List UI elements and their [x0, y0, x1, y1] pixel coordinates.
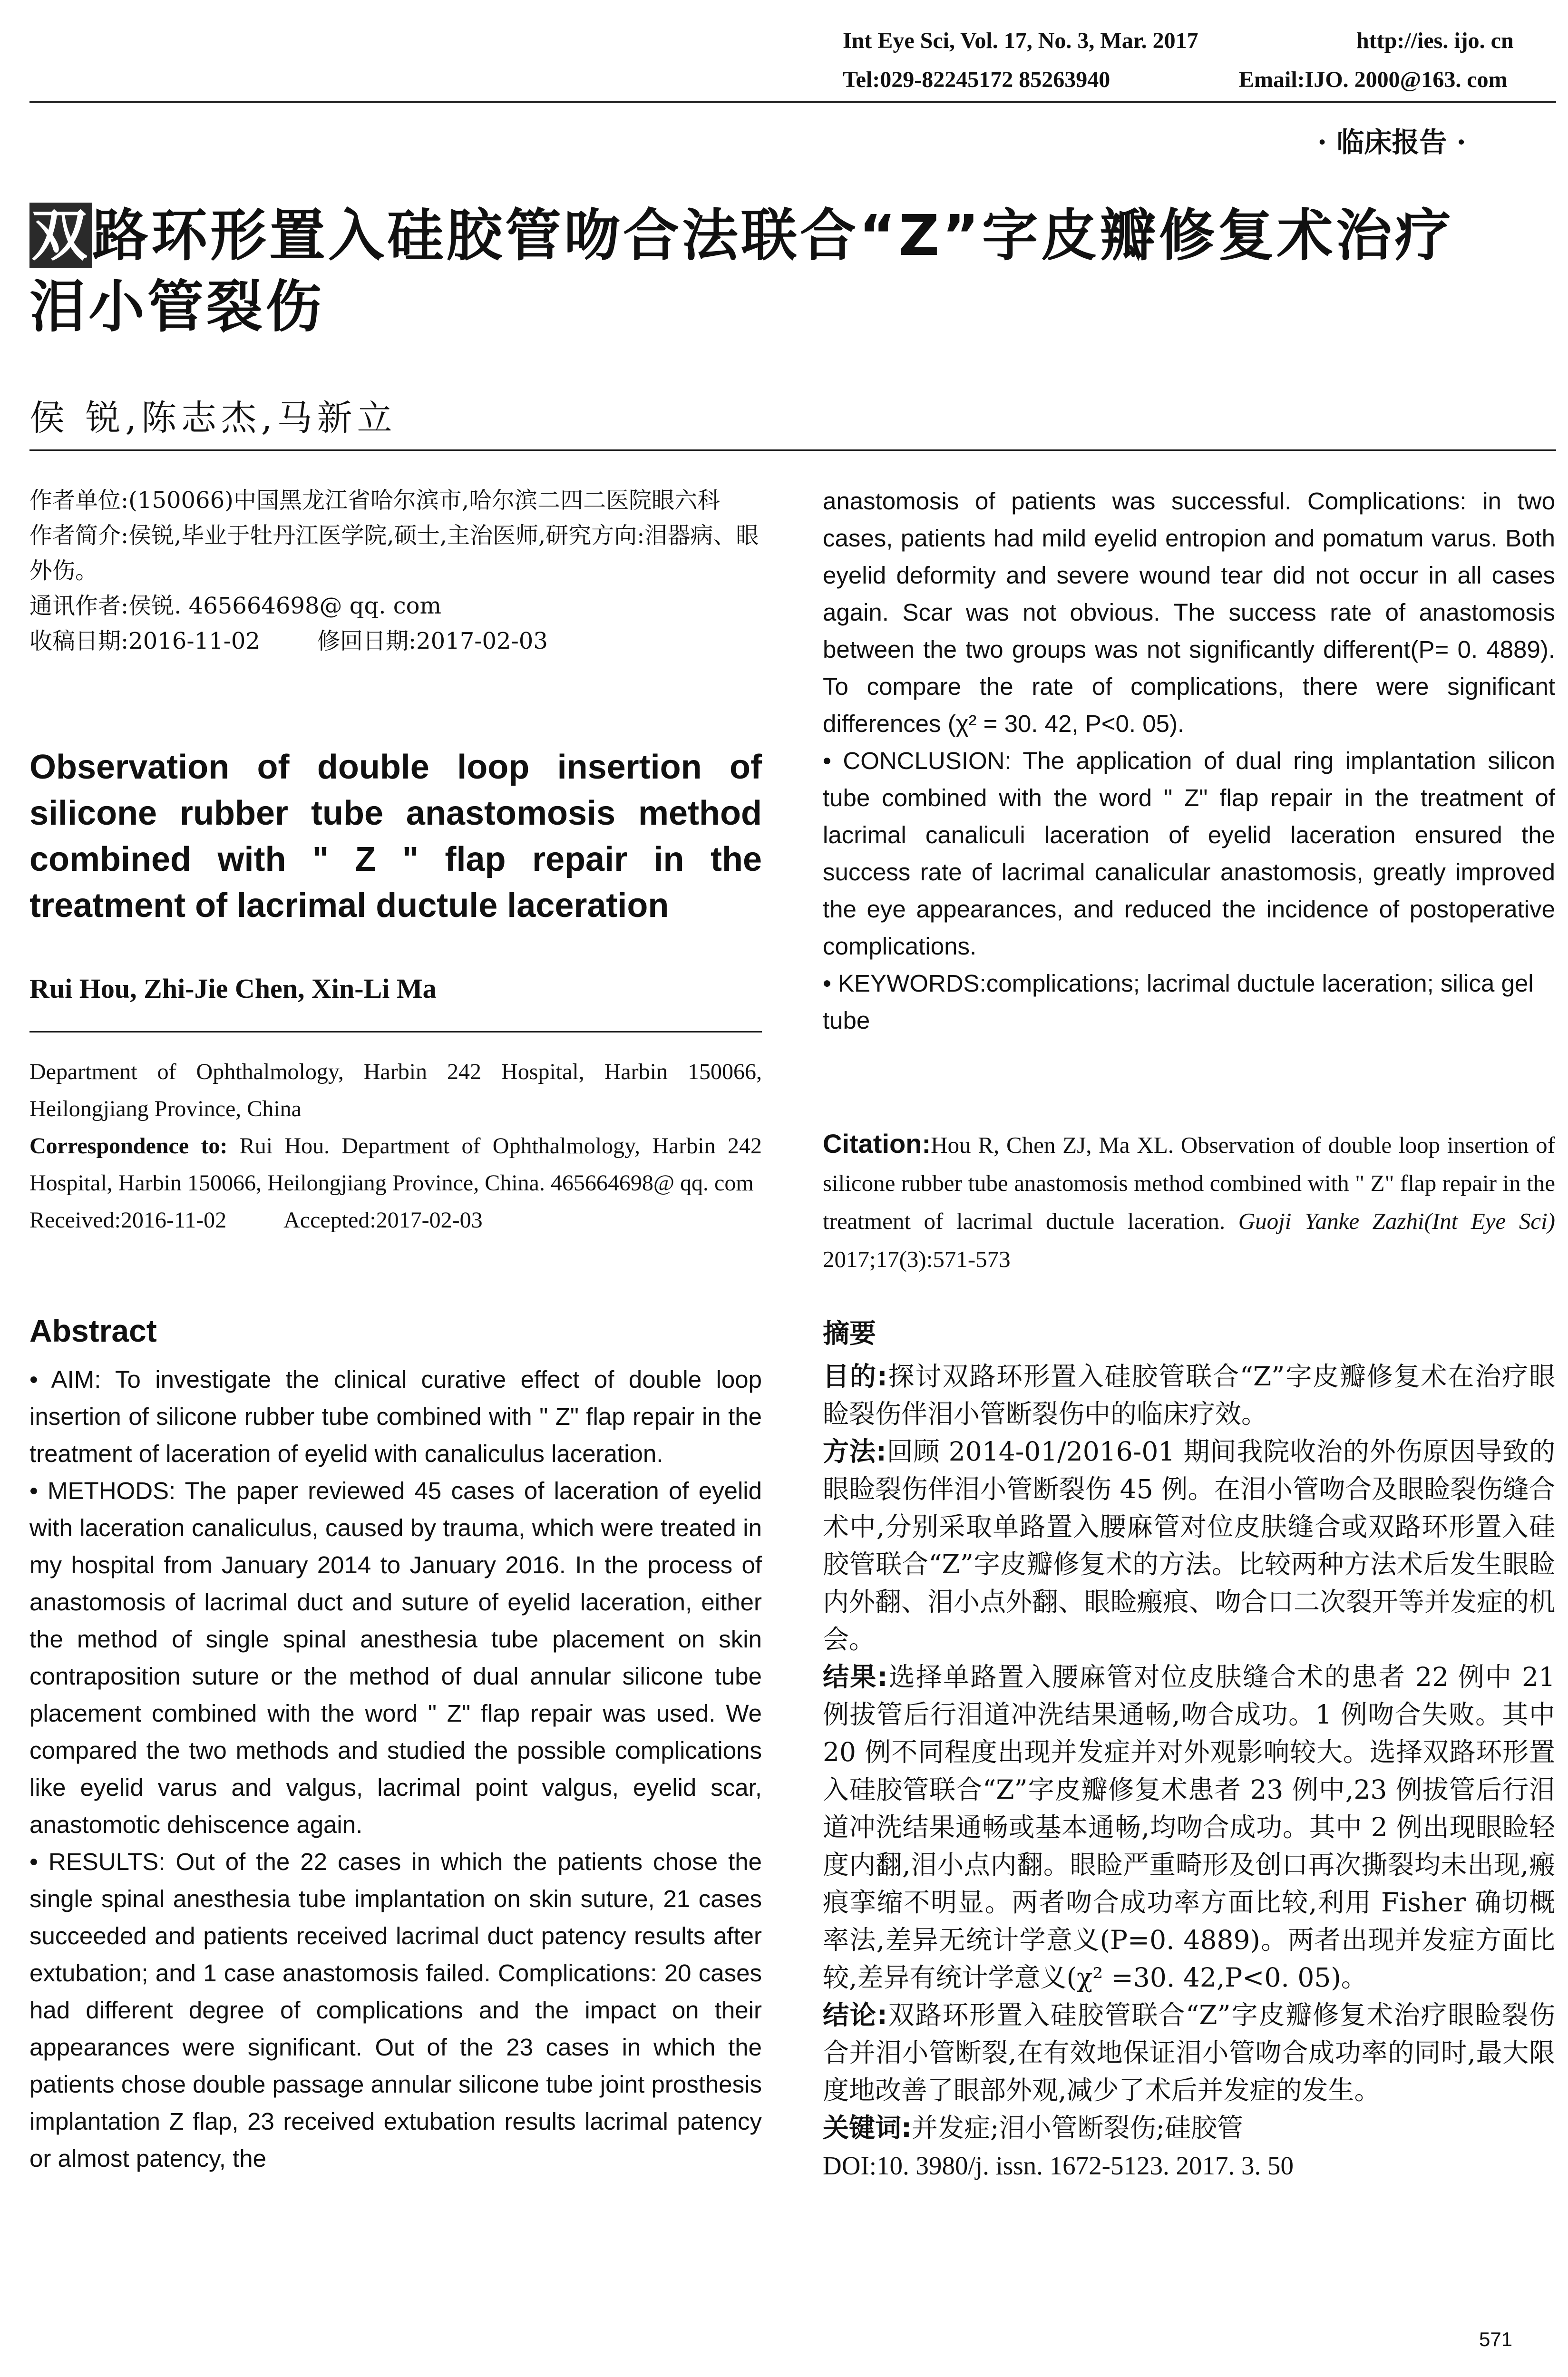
en-affil-block: [29, 1053, 762, 1239]
journal-tel: Tel:029-82245172 85263940: [843, 67, 1110, 92]
en-accepted: Accepted:2017-02-03: [283, 1208, 483, 1233]
abstract-right: [823, 483, 1555, 1039]
cn-keywords: [823, 2109, 1555, 2147]
citation-block: [823, 1125, 1555, 1278]
cn-methods-label: 方法:: [823, 1436, 886, 1467]
abstract-left: [29, 1361, 762, 2177]
authors-rule: [29, 449, 1556, 451]
title-line2: 泪小管裂伤: [29, 274, 325, 340]
cn-results-label: 结果:: [823, 1662, 888, 1692]
journal-email[interactable]: Email:IJO. 2000@163. com: [1239, 67, 1508, 92]
abstract-conclusion: • CONCLUSION: The application of dual ring implantation silicon tube combined with the word " Z" flap repair in the treatment of lacrimal canaliculi laceration of eyelid laceration ensured the success rate of lacrimal canalicular anastomosis, greatly improved the eye appearances, and reduced the incidence of postoperative complications.: [823, 747, 1555, 960]
abstract-results-left: • RESULTS: Out of the 22 cases in which the patients chose the single spinal anesthesia tube implantation on skin suture, 21 cases succeeded and patients received lacrimal duct patency results after extubation; and 1 case anastomosis failed. Complications: 20 cases had different degree of complications and the impact on their appearances were significant. Out of the 23 cases in which the patients chose double passage annular silicone tube joint prosthesis implantation Z flap, 23 received extubation results lacrimal patency or almost patency, the: [29, 1848, 762, 2172]
cn-conclusion: [823, 1997, 1555, 2109]
page-number: 571: [1479, 2328, 1513, 2350]
en-received: Received:2016-11-02: [29, 1208, 227, 1233]
cn-intro: 作者简介:侯锐,毕业于牡丹江医学院,硕士,主治医师,研究方向:泪器病、眼外伤。: [29, 522, 759, 584]
citation-label: Citation:: [823, 1129, 931, 1159]
cn-keywords-label: 关键词:: [823, 2113, 912, 2143]
cn-results-text: 选择单路置入腰麻管对位皮肤缝合术的患者 22 例中 21 例拔管后行泪道冲洗结果通畅,吻合成功。1 例吻合失败。其中 20 例不同程度出现并发症并对外观影响较大。选择双路环形置入硅胶管联合“Z”字皮瓣修复术患者 23 例中,23 例拔管后行泪道冲洗结果通畅或基本通畅,均吻合成功。其中 2 例出现眼睑轻度内翻,泪小点内翻。眼睑严重畸形及创口再次撕裂均未出现,瘢痕挛缩不明显。两者吻合成功率方面比较,利用 Fisher 确切概率法,差异无统计学意义(P=0. 4889)。两者出现并发症方面比较,差异有统计学意义(χ² =30. 42,P<0. 05)。: [823, 1662, 1555, 1993]
citation-tail: 2017;17(3):571-573: [823, 1246, 1011, 1272]
title-first-char: 双: [29, 203, 92, 268]
en-dept: Department of Ophthalmology, Harbin 242 Hospital, Harbin 150066, Heilongjiang Province, China: [29, 1059, 762, 1121]
en-dates: [29, 1202, 762, 1239]
en-corr-label: Correspondence to:: [29, 1133, 228, 1159]
cn-received: 收稿日期:2016-11-02: [29, 628, 260, 654]
cn-dates: [29, 623, 762, 659]
cn-info-block: [29, 483, 762, 659]
cn-abstract: [823, 1358, 1555, 2184]
page-title: [29, 200, 1561, 342]
cn-methods: [823, 1433, 1555, 1658]
en-authors-rule: [29, 1031, 762, 1033]
cn-revised: 修回日期:2017-02-03: [317, 628, 548, 654]
en-corr: [29, 1128, 762, 1202]
journal-url[interactable]: http://ies. ijo. cn: [1356, 28, 1514, 53]
cn-methods-text: 回顾 2014-01/2016-01 期间我院收治的外伤原因导致的眼睑裂伤伴泪小管断裂伤 45 例。在泪小管吻合及眼睑裂伤缝合术中,分别采取单路置入腰麻管对位皮肤缝合或双路环形置入硅胶管联合“Z”字皮瓣修复术的方法。比较两种方法术后发生眼睑内外翻、泪小点外翻、眼睑瘢痕、吻合口二次裂开等并发症的机会。: [823, 1436, 1556, 1655]
journal-info: Int Eye Sci, Vol. 17, No. 3, Mar. 2017: [843, 28, 1198, 53]
section-label: · 临床报告 ·: [1317, 126, 1466, 158]
cn-unit: 作者单位:(150066)中国黑龙江省哈尔滨市,哈尔滨二四二医院眼六科: [29, 487, 721, 514]
citation-text: Hou R, Chen ZJ, Ma XL. Observation of double loop insertion of silicone rubber tube anastomosis method combined with " Z" flap repair in the treatment of lacrimal ductule laceration.: [823, 1132, 1555, 1234]
authors-cn: 侯 锐,陈志杰,马新立: [29, 398, 397, 438]
en-authors: Rui Hou, Zhi-Jie Chen, Xin-Li Ma: [29, 973, 437, 1004]
cn-corr: 通讯作者:侯锐. 465664698@ qq. com: [29, 593, 442, 619]
abstract-results-right: anastomosis of patients was successful. Complications: in two cases, patients had mild eyelid entropion and pomatum varus. Both eyelid deformity and severe wound tear did not occur in all cases again. Scar was not obvious. The success rate of anastomosis between the two groups was not significantly different(P= 0. 4889). To compare the rate of complications, there were significant differences (χ² = 30. 42, P<0. 05).: [823, 487, 1555, 737]
cn-keywords-text: 并发症;泪小管断裂伤;硅胶管: [912, 2113, 1244, 2143]
cn-abstract-heading: 摘要: [823, 1318, 876, 1349]
citation-journal: Guoji Yanke Zazhi(Int Eye Sci): [1238, 1208, 1556, 1234]
cn-aim-text: 探讨双路环形置入硅胶管联合“Z”字皮瓣修复术在治疗眼睑裂伤伴泪小管断裂伤中的临床疗效。: [823, 1361, 1555, 1429]
abstract-heading: Abstract: [29, 1313, 157, 1348]
cn-results: [823, 1658, 1555, 1997]
en-title: Observation of double loop insertion of silicone rubber tube anastomosis method combined with " Z " flap repair in the treatment of lacrimal ductule laceration: [29, 748, 762, 925]
cn-doi[interactable]: DOI:10. 3980/j. issn. 1672-5123. 2017. 3. 50: [823, 2151, 1294, 2180]
cn-conclusion-label: 结论:: [823, 2000, 887, 2030]
abstract-aim: • AIM: To investigate the clinical curative effect of double loop insertion of silicone rubber tube combined with " Z" flap repair in the treatment of laceration of eyelid with canaliculus laceration.: [29, 1366, 762, 1467]
abstract-methods: • METHODS: The paper reviewed 45 cases of laceration of eyelid with laceration canaliculus, caused by trauma, which were treated in my hospital from January 2014 to January 2016. In the process of anastomosis of lacrimal duct and suture of eyelid laceration, either the method of single spinal anesthesia tube placement on skin contraposition suture or the method of dual annular silicone tube placement combined with the word " Z" flap repair was used. We compared the two methods and studied the possible complications like eyelid varus and valgus, lacrimal point valgus, eyelid scar, anastomotic dehiscence again.: [29, 1477, 762, 1838]
cn-aim-label: 目的:: [823, 1361, 887, 1392]
abstract-keywords: • KEYWORDS:complications; lacrimal ductule laceration; silica gel tube: [823, 970, 1534, 1034]
cn-conclusion-text: 双路环形置入硅胶管联合“Z”字皮瓣修复术治疗眼睑裂伤合并泪小管断裂,在有效地保证泪小管吻合成功率的同时,最大限度地改善了眼部外观,减少了术后并发症的发生。: [823, 2000, 1555, 2105]
header-rule: [29, 101, 1556, 103]
cn-aim: [823, 1358, 1555, 1433]
en-corr-text: Rui Hou. Department of Ophthalmology, Harbin 242 Hospital, Harbin 150066, Heilongjiang Province, China. 465664698@ qq. com: [29, 1133, 762, 1196]
title-line1: 路环形置入硅胶管吻合法联合“Z”字皮瓣修复术治疗: [92, 203, 1454, 268]
